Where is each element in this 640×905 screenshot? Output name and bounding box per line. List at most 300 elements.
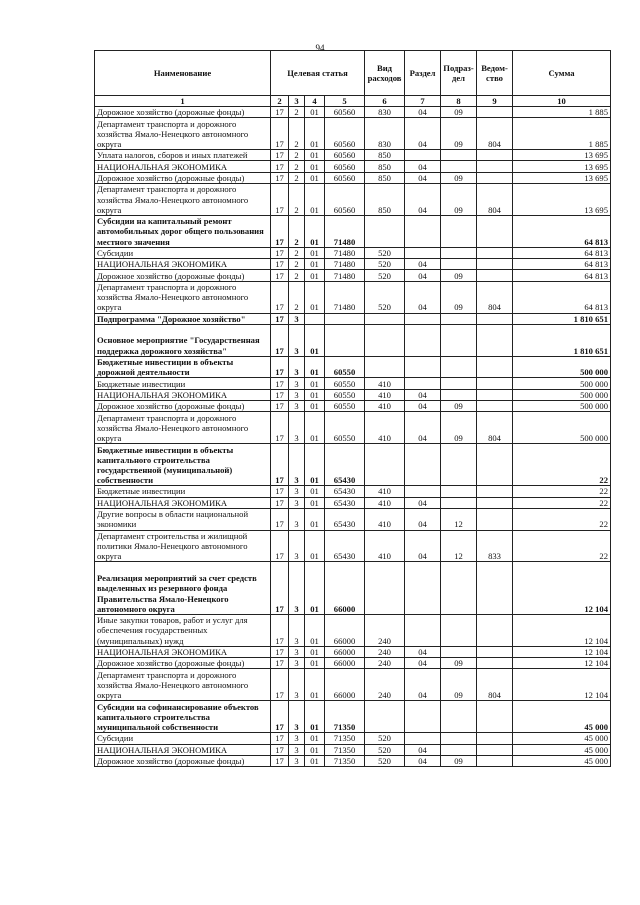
target-subprogram: 2 bbox=[289, 215, 305, 247]
subsection-code: 09 bbox=[441, 401, 477, 412]
row-name: Дорожное хозяйство (дорожные фонды) bbox=[95, 270, 271, 281]
column-number: 5 bbox=[325, 96, 365, 107]
target-subprogram: 3 bbox=[289, 562, 305, 615]
expense-type: 520 bbox=[365, 281, 405, 313]
row-sum: 13 695 bbox=[513, 172, 611, 183]
column-number: 7 bbox=[405, 96, 441, 107]
subsection-code: 09 bbox=[441, 172, 477, 183]
target-subprogram: 2 bbox=[289, 247, 305, 258]
target-event bbox=[305, 313, 325, 324]
row-sum: 500 000 bbox=[513, 356, 611, 378]
target-code: 60550 bbox=[325, 389, 365, 400]
subsection-code: 09 bbox=[441, 412, 477, 444]
subsection-code bbox=[441, 259, 477, 270]
subsection-code bbox=[441, 614, 477, 646]
row-name: НАЦИОНАЛЬНАЯ ЭКОНОМИКА bbox=[95, 259, 271, 270]
section-code: 04 bbox=[405, 172, 441, 183]
row-sum: 45 000 bbox=[513, 701, 611, 733]
target-event: 01 bbox=[305, 172, 325, 183]
department-code bbox=[477, 389, 513, 400]
table-row bbox=[95, 356, 611, 378]
target-event: 01 bbox=[305, 701, 325, 733]
target-subprogram: 2 bbox=[289, 281, 305, 313]
target-program: 17 bbox=[271, 378, 289, 389]
target-event: 01 bbox=[305, 356, 325, 378]
target-event: 01 bbox=[305, 378, 325, 389]
budget-table bbox=[94, 50, 611, 767]
target-program: 17 bbox=[271, 313, 289, 324]
row-sum: 45 000 bbox=[513, 744, 611, 755]
target-program: 17 bbox=[271, 150, 289, 161]
table-row bbox=[95, 530, 611, 562]
target-code: 66000 bbox=[325, 646, 365, 657]
department-code: 804 bbox=[477, 281, 513, 313]
target-subprogram: 2 bbox=[289, 270, 305, 281]
expense-type: 410 bbox=[365, 497, 405, 508]
target-event: 01 bbox=[305, 281, 325, 313]
department-code bbox=[477, 247, 513, 258]
target-program: 17 bbox=[271, 118, 289, 150]
section-code bbox=[405, 150, 441, 161]
expense-type: 520 bbox=[365, 247, 405, 258]
target-program: 17 bbox=[271, 107, 289, 118]
department-code bbox=[477, 107, 513, 118]
expense-type: 520 bbox=[365, 270, 405, 281]
target-subprogram: 3 bbox=[289, 669, 305, 701]
section-code bbox=[405, 356, 441, 378]
target-code: 60550 bbox=[325, 401, 365, 412]
section-code bbox=[405, 562, 441, 615]
department-code bbox=[477, 646, 513, 657]
column-number: 10 bbox=[513, 96, 611, 107]
target-event: 01 bbox=[305, 184, 325, 216]
target-event: 01 bbox=[305, 270, 325, 281]
target-subprogram: 3 bbox=[289, 389, 305, 400]
department-code bbox=[477, 614, 513, 646]
target-subprogram: 3 bbox=[289, 356, 305, 378]
target-program: 17 bbox=[271, 444, 289, 486]
section-code: 04 bbox=[405, 669, 441, 701]
department-code: 804 bbox=[477, 184, 513, 216]
expense-type: 410 bbox=[365, 412, 405, 444]
row-name: Департамент транспорта и дорожного хозяйства Ямало-Ненецкого автономного округа bbox=[95, 184, 271, 216]
target-code bbox=[325, 324, 365, 356]
target-program: 17 bbox=[271, 184, 289, 216]
target-code: 65430 bbox=[325, 530, 365, 562]
row-name: НАЦИОНАЛЬНАЯ ЭКОНОМИКА bbox=[95, 646, 271, 657]
subsection-code bbox=[441, 733, 477, 744]
subsection-code bbox=[441, 744, 477, 755]
table-row bbox=[95, 562, 611, 615]
target-subprogram: 3 bbox=[289, 401, 305, 412]
target-event: 01 bbox=[305, 389, 325, 400]
target-code: 71350 bbox=[325, 701, 365, 733]
target-subprogram: 2 bbox=[289, 172, 305, 183]
table-row bbox=[95, 658, 611, 669]
subsection-code: 12 bbox=[441, 508, 477, 530]
section-code: 04 bbox=[405, 508, 441, 530]
subsection-code bbox=[441, 497, 477, 508]
expense-type: 410 bbox=[365, 389, 405, 400]
expense-type bbox=[365, 215, 405, 247]
target-code: 60560 bbox=[325, 118, 365, 150]
target-event: 01 bbox=[305, 118, 325, 150]
expense-type: 410 bbox=[365, 401, 405, 412]
header-row bbox=[95, 51, 611, 96]
target-subprogram: 3 bbox=[289, 497, 305, 508]
subsection-code bbox=[441, 313, 477, 324]
target-subprogram: 3 bbox=[289, 486, 305, 497]
section-code: 04 bbox=[405, 259, 441, 270]
row-sum: 22 bbox=[513, 508, 611, 530]
expense-type bbox=[365, 701, 405, 733]
section-code bbox=[405, 614, 441, 646]
table-row bbox=[95, 486, 611, 497]
section-code: 04 bbox=[405, 658, 441, 669]
header-target: Целевая статья bbox=[271, 51, 365, 96]
department-code bbox=[477, 508, 513, 530]
table-body bbox=[95, 107, 611, 767]
table-row bbox=[95, 247, 611, 258]
target-event: 01 bbox=[305, 658, 325, 669]
department-code bbox=[477, 486, 513, 497]
target-subprogram: 3 bbox=[289, 733, 305, 744]
table-row bbox=[95, 412, 611, 444]
row-sum: 64 813 bbox=[513, 259, 611, 270]
target-code: 60550 bbox=[325, 356, 365, 378]
row-sum: 12 104 bbox=[513, 562, 611, 615]
row-sum: 500 000 bbox=[513, 412, 611, 444]
target-program: 17 bbox=[271, 646, 289, 657]
subsection-code: 09 bbox=[441, 270, 477, 281]
row-sum: 64 813 bbox=[513, 215, 611, 247]
expense-type bbox=[365, 324, 405, 356]
target-event: 01 bbox=[305, 324, 325, 356]
row-name: Бюджетные инвестиции в объекты капитального строительства государственной (муниципальной) собственности bbox=[95, 444, 271, 486]
target-code: 65430 bbox=[325, 444, 365, 486]
section-code: 04 bbox=[405, 530, 441, 562]
target-code: 65430 bbox=[325, 486, 365, 497]
row-name: НАЦИОНАЛЬНАЯ ЭКОНОМИКА bbox=[95, 497, 271, 508]
row-name: НАЦИОНАЛЬНАЯ ЭКОНОМИКА bbox=[95, 744, 271, 755]
target-code: 71480 bbox=[325, 259, 365, 270]
target-code: 71480 bbox=[325, 270, 365, 281]
department-code bbox=[477, 401, 513, 412]
table-row bbox=[95, 701, 611, 733]
target-code: 71480 bbox=[325, 281, 365, 313]
section-code bbox=[405, 733, 441, 744]
table-row bbox=[95, 184, 611, 216]
section-code bbox=[405, 247, 441, 258]
table-row bbox=[95, 313, 611, 324]
section-code bbox=[405, 215, 441, 247]
subsection-code: 09 bbox=[441, 281, 477, 313]
row-sum: 1 810 651 bbox=[513, 324, 611, 356]
target-program: 17 bbox=[271, 389, 289, 400]
target-program: 17 bbox=[271, 356, 289, 378]
expense-type: 850 bbox=[365, 172, 405, 183]
row-sum: 13 695 bbox=[513, 150, 611, 161]
expense-type: 410 bbox=[365, 508, 405, 530]
row-sum: 500 000 bbox=[513, 378, 611, 389]
target-event: 01 bbox=[305, 161, 325, 172]
expense-type: 410 bbox=[365, 378, 405, 389]
section-code: 04 bbox=[405, 401, 441, 412]
column-number: 9 bbox=[477, 96, 513, 107]
department-code bbox=[477, 215, 513, 247]
row-sum: 64 813 bbox=[513, 281, 611, 313]
expense-type bbox=[365, 313, 405, 324]
header-type: Вид расходов bbox=[365, 51, 405, 96]
target-subprogram: 3 bbox=[289, 324, 305, 356]
section-code bbox=[405, 324, 441, 356]
target-program: 17 bbox=[271, 281, 289, 313]
department-code bbox=[477, 356, 513, 378]
target-event: 01 bbox=[305, 508, 325, 530]
department-code bbox=[477, 444, 513, 486]
row-name: Дорожное хозяйство (дорожные фонды) bbox=[95, 172, 271, 183]
table-row bbox=[95, 389, 611, 400]
target-program: 17 bbox=[271, 401, 289, 412]
row-name: Бюджетные инвестиции в объекты дорожной деятельности bbox=[95, 356, 271, 378]
target-program: 17 bbox=[271, 412, 289, 444]
target-program: 17 bbox=[271, 161, 289, 172]
section-code: 04 bbox=[405, 118, 441, 150]
expense-type: 520 bbox=[365, 733, 405, 744]
expense-type: 240 bbox=[365, 646, 405, 657]
row-name: Другие вопросы в области национальной экономики bbox=[95, 508, 271, 530]
department-code bbox=[477, 313, 513, 324]
department-code: 804 bbox=[477, 669, 513, 701]
subsection-code: 09 bbox=[441, 658, 477, 669]
target-code: 71480 bbox=[325, 215, 365, 247]
expense-type: 410 bbox=[365, 530, 405, 562]
row-sum: 12 104 bbox=[513, 614, 611, 646]
subsection-code bbox=[441, 150, 477, 161]
row-name: НАЦИОНАЛЬНАЯ ЭКОНОМИКА bbox=[95, 389, 271, 400]
expense-type: 240 bbox=[365, 614, 405, 646]
row-name: Уплата налогов, сборов и иных платежей bbox=[95, 150, 271, 161]
department-code bbox=[477, 744, 513, 755]
department-code bbox=[477, 161, 513, 172]
row-sum: 64 813 bbox=[513, 247, 611, 258]
expense-type: 830 bbox=[365, 118, 405, 150]
target-event: 01 bbox=[305, 744, 325, 755]
subsection-code bbox=[441, 646, 477, 657]
department-code bbox=[477, 378, 513, 389]
target-event: 01 bbox=[305, 669, 325, 701]
row-sum: 12 104 bbox=[513, 658, 611, 669]
target-subprogram: 3 bbox=[289, 646, 305, 657]
section-code bbox=[405, 313, 441, 324]
target-subprogram: 2 bbox=[289, 161, 305, 172]
row-sum: 1 885 bbox=[513, 118, 611, 150]
table-row bbox=[95, 259, 611, 270]
department-code bbox=[477, 755, 513, 766]
target-event: 01 bbox=[305, 247, 325, 258]
subsection-code bbox=[441, 215, 477, 247]
target-event: 01 bbox=[305, 562, 325, 615]
target-subprogram: 3 bbox=[289, 701, 305, 733]
table-row bbox=[95, 733, 611, 744]
target-subprogram: 3 bbox=[289, 755, 305, 766]
target-event: 01 bbox=[305, 215, 325, 247]
target-subprogram: 3 bbox=[289, 412, 305, 444]
target-subprogram: 3 bbox=[289, 658, 305, 669]
department-code bbox=[477, 270, 513, 281]
target-code: 66000 bbox=[325, 614, 365, 646]
expense-type bbox=[365, 444, 405, 486]
table-row bbox=[95, 281, 611, 313]
subsection-code: 09 bbox=[441, 107, 477, 118]
section-code: 04 bbox=[405, 161, 441, 172]
target-event: 01 bbox=[305, 733, 325, 744]
section-code: 04 bbox=[405, 184, 441, 216]
row-sum: 13 695 bbox=[513, 184, 611, 216]
table-row bbox=[95, 646, 611, 657]
department-code: 833 bbox=[477, 530, 513, 562]
column-number: 4 bbox=[305, 96, 325, 107]
target-subprogram: 2 bbox=[289, 118, 305, 150]
target-subprogram: 3 bbox=[289, 444, 305, 486]
target-subprogram: 3 bbox=[289, 508, 305, 530]
table-row bbox=[95, 107, 611, 118]
row-name: Бюджетные инвестиции bbox=[95, 378, 271, 389]
target-event: 01 bbox=[305, 486, 325, 497]
section-code: 04 bbox=[405, 270, 441, 281]
expense-type bbox=[365, 356, 405, 378]
table-row bbox=[95, 324, 611, 356]
row-name: Субсидии на капитальный ремонт автомобильных дорог общего пользования местного значения bbox=[95, 215, 271, 247]
section-code bbox=[405, 701, 441, 733]
target-event: 01 bbox=[305, 412, 325, 444]
table-row bbox=[95, 444, 611, 486]
row-name: Субсидии bbox=[95, 733, 271, 744]
expense-type bbox=[365, 562, 405, 615]
department-code bbox=[477, 701, 513, 733]
target-event: 01 bbox=[305, 497, 325, 508]
header-subsection: Подраз-дел bbox=[441, 51, 477, 96]
target-event: 01 bbox=[305, 107, 325, 118]
subsection-code: 09 bbox=[441, 118, 477, 150]
target-program: 17 bbox=[271, 733, 289, 744]
section-code: 04 bbox=[405, 755, 441, 766]
table-row bbox=[95, 270, 611, 281]
target-program: 17 bbox=[271, 701, 289, 733]
row-name: Департамент строительства и жилищной политики Ямало-Ненецкого автономного округа bbox=[95, 530, 271, 562]
subsection-code: 09 bbox=[441, 755, 477, 766]
subsection-code: 09 bbox=[441, 669, 477, 701]
target-subprogram: 2 bbox=[289, 107, 305, 118]
target-code: 65430 bbox=[325, 508, 365, 530]
subsection-code: 12 bbox=[441, 530, 477, 562]
section-code bbox=[405, 444, 441, 486]
target-code: 71350 bbox=[325, 755, 365, 766]
target-program: 17 bbox=[271, 497, 289, 508]
target-subprogram: 3 bbox=[289, 313, 305, 324]
department-code bbox=[477, 172, 513, 183]
row-name: Бюджетные инвестиции bbox=[95, 486, 271, 497]
department-code: 804 bbox=[477, 118, 513, 150]
target-program: 17 bbox=[271, 658, 289, 669]
expense-type: 850 bbox=[365, 161, 405, 172]
header-section: Раздел bbox=[405, 51, 441, 96]
row-name: Основное мероприятие "Государственная поддержка дорожного хозяйства" bbox=[95, 324, 271, 356]
target-code: 60560 bbox=[325, 107, 365, 118]
target-program: 17 bbox=[271, 215, 289, 247]
target-program: 17 bbox=[271, 247, 289, 258]
row-name: Дорожное хозяйство (дорожные фонды) bbox=[95, 658, 271, 669]
row-sum: 12 104 bbox=[513, 646, 611, 657]
subsection-code: 09 bbox=[441, 184, 477, 216]
column-number: 6 bbox=[365, 96, 405, 107]
row-name: Реализация мероприятий за счет средств выделенных из резервного фонда Правительства Ямало-Ненецкого автономного округа bbox=[95, 562, 271, 615]
target-code: 60560 bbox=[325, 150, 365, 161]
target-code: 66000 bbox=[325, 562, 365, 615]
row-sum: 22 bbox=[513, 497, 611, 508]
target-event: 01 bbox=[305, 259, 325, 270]
section-code: 04 bbox=[405, 646, 441, 657]
target-program: 17 bbox=[271, 614, 289, 646]
target-code: 60550 bbox=[325, 412, 365, 444]
row-sum: 22 bbox=[513, 444, 611, 486]
table-row bbox=[95, 161, 611, 172]
target-event: 01 bbox=[305, 401, 325, 412]
target-event: 01 bbox=[305, 444, 325, 486]
row-sum: 12 104 bbox=[513, 669, 611, 701]
department-code bbox=[477, 562, 513, 615]
target-event: 01 bbox=[305, 530, 325, 562]
row-name: Подпрограмма "Дорожное хозяйство" bbox=[95, 313, 271, 324]
section-code bbox=[405, 378, 441, 389]
row-name: Дорожное хозяйство (дорожные фонды) bbox=[95, 107, 271, 118]
subsection-code bbox=[441, 562, 477, 615]
department-code bbox=[477, 259, 513, 270]
department-code bbox=[477, 324, 513, 356]
section-code: 04 bbox=[405, 497, 441, 508]
expense-type: 850 bbox=[365, 184, 405, 216]
section-code: 04 bbox=[405, 389, 441, 400]
target-subprogram: 2 bbox=[289, 150, 305, 161]
row-name: Дорожное хозяйство (дорожные фонды) bbox=[95, 755, 271, 766]
subsection-code bbox=[441, 161, 477, 172]
table-row bbox=[95, 755, 611, 766]
expense-type: 240 bbox=[365, 658, 405, 669]
target-subprogram: 3 bbox=[289, 614, 305, 646]
department-code bbox=[477, 658, 513, 669]
section-code: 04 bbox=[405, 281, 441, 313]
department-code: 804 bbox=[477, 412, 513, 444]
target-program: 17 bbox=[271, 172, 289, 183]
expense-type: 830 bbox=[365, 107, 405, 118]
target-program: 17 bbox=[271, 755, 289, 766]
row-sum: 500 000 bbox=[513, 389, 611, 400]
expense-type: 240 bbox=[365, 669, 405, 701]
target-code: 60560 bbox=[325, 184, 365, 216]
table-row bbox=[95, 614, 611, 646]
subsection-code bbox=[441, 247, 477, 258]
target-subprogram: 2 bbox=[289, 184, 305, 216]
column-numbering-row bbox=[95, 96, 611, 107]
target-event: 01 bbox=[305, 150, 325, 161]
row-sum: 1 810 651 bbox=[513, 313, 611, 324]
table-row bbox=[95, 401, 611, 412]
expense-type: 850 bbox=[365, 150, 405, 161]
row-name: Департамент транспорта и дорожного хозяйства Ямало-Ненецкого автономного округа bbox=[95, 669, 271, 701]
table-row bbox=[95, 508, 611, 530]
target-program: 17 bbox=[271, 562, 289, 615]
header-sum: Сумма bbox=[513, 51, 611, 96]
